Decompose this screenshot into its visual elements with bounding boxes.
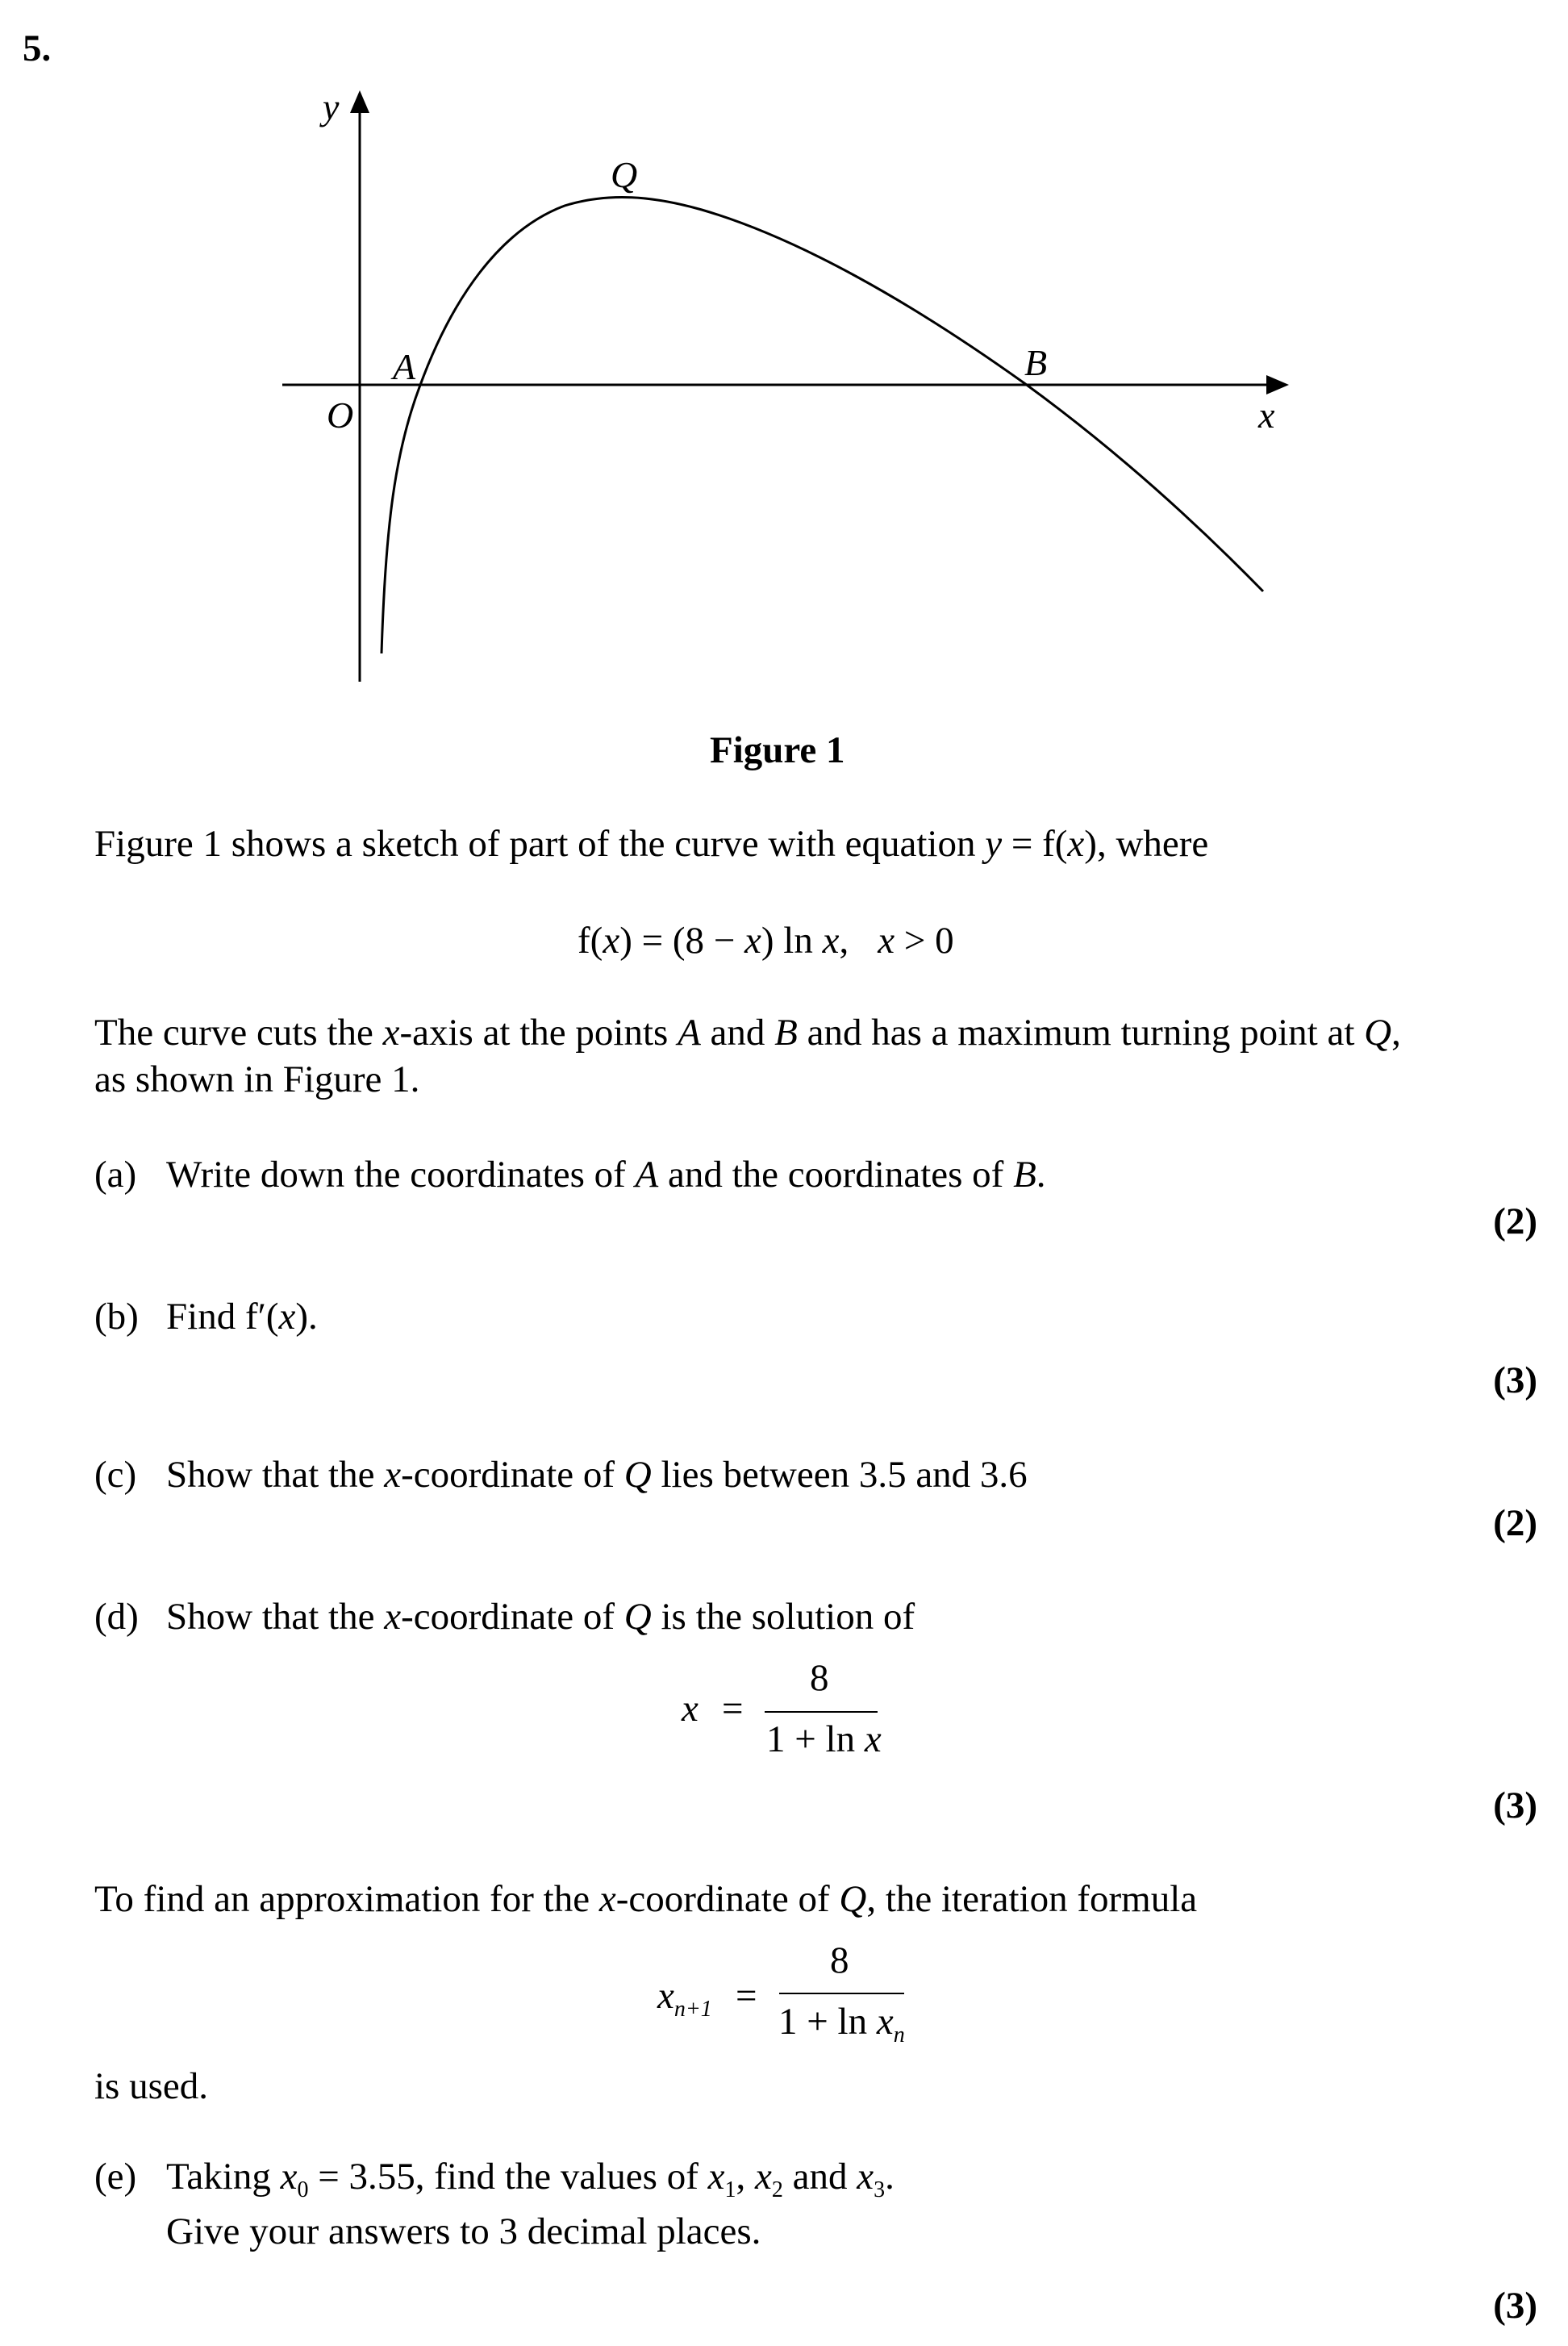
figure-1-graph [0,0,1568,726]
y-axis-arrow [350,90,369,113]
part-b-text: Find f′(x). [166,1296,318,1338]
part-e-text: Taking $x_0 = 3.55$, find the values of $x_1$, $x_2$ and $x_3$. [166,2156,895,2202]
iteration-numerator: 8 [830,1939,849,1981]
part-c-marks: (2) [1493,1502,1537,1544]
part-b-label: (b) [94,1296,139,1338]
equation-d-fraction-bar [765,1711,878,1713]
function-definition: f(x) = (8 − x) ln x, x > 0 [578,920,954,962]
equation-d-lhs: x [682,1688,699,1730]
equation-d-numerator: 8 [810,1657,829,1699]
part-e-marks: (3) [1493,2285,1537,2327]
curve-description-line1: The curve cuts the x-axis at the points A and B and has a maximum turning point at Q, [94,1012,1401,1054]
y-axis-label: y [323,86,340,127]
part-a-text: Write down the coordinates of A and the coordinates of B. [166,1154,1046,1196]
part-a-marks: (2) [1493,1200,1537,1242]
part-c-label: (c) [94,1454,137,1496]
question-number: 5. [23,27,52,69]
figure-caption: Figure 1 [710,729,845,771]
part-c-text: Show that the x-coordinate of Q lies between 3.5 and 3.6 [166,1454,1028,1496]
intro-text: Figure 1 shows a sketch of part of the curve with equation y = f(x), where [94,823,1209,865]
iteration-equals: = [736,1975,757,2017]
part-d-text: Show that the x-coordinate of Q is the solution of [166,1596,915,1638]
part-b-marks: (3) [1493,1359,1537,1401]
part-e-label: (e) [94,2156,137,2198]
iteration-intro: To find an approximation for the x-coordinate of Q, the iteration formula [94,1878,1198,1920]
point-a-label: A [393,346,416,387]
curve-f [382,197,1263,653]
part-d-label: (d) [94,1596,139,1638]
iteration-denominator: $1 + \ln x_n$ [778,2001,905,2048]
equation-d-denominator: 1 + ln x [766,1718,882,1760]
equation-d-equals: = [722,1688,744,1730]
iteration-lhs: $x_{n+1}$ [657,1975,712,2022]
part-a-label: (a) [94,1154,137,1196]
point-b-label: B [1024,342,1048,383]
curve-description-line2: as shown in Figure 1. [94,1058,420,1100]
origin-label: O [327,394,354,436]
x-axis-arrow [1266,375,1289,394]
iteration-fraction-bar [779,1993,904,1994]
x-axis-label: x [1258,394,1275,436]
part-d-marks: (3) [1493,1785,1537,1826]
part-e-line2: Give your answers to 3 decimal places. [166,2210,761,2252]
is-used-text: is used. [94,2065,208,2107]
point-q-label: Q [611,154,638,195]
